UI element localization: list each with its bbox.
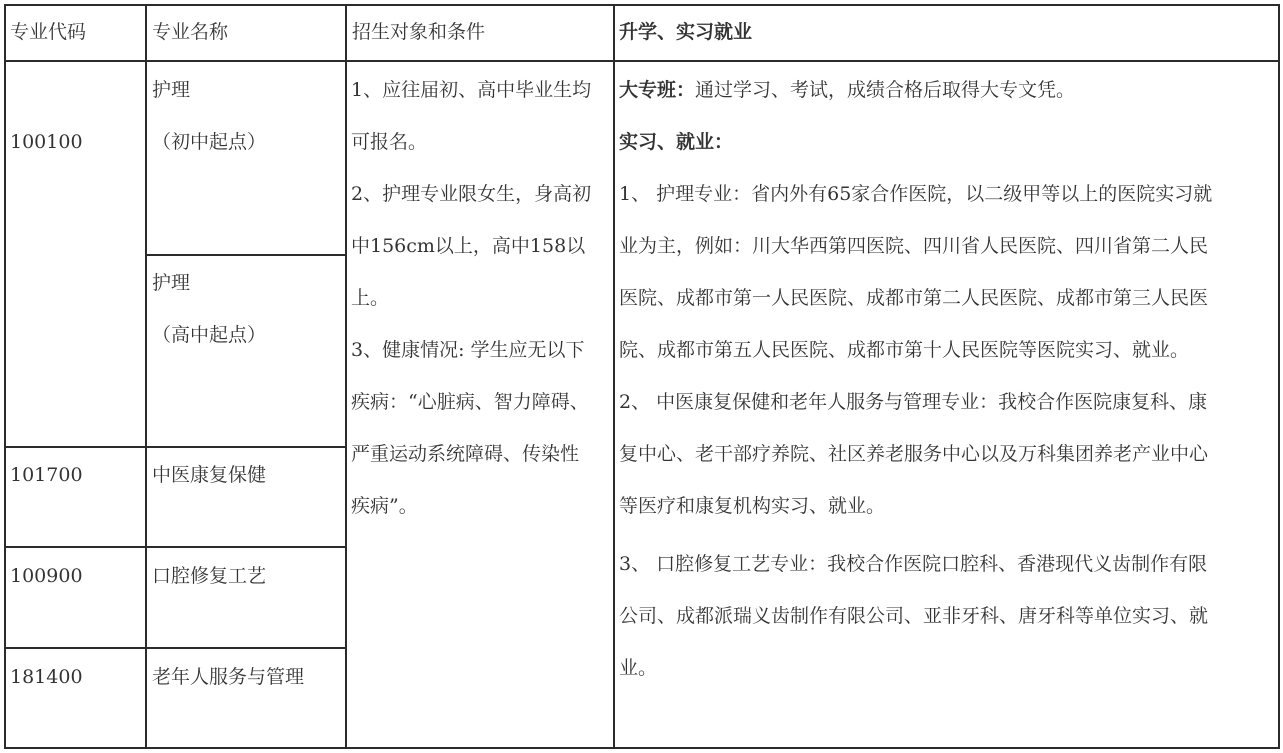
major-code: 100900 [10,565,83,587]
major-name: 口腔修复工艺 [152,565,267,587]
conditions-line: 严重运动系统障碍、传染性 [351,443,580,465]
conditions-cell [351,77,613,537]
conditions-line: 疾病”。 [351,495,418,517]
row-divider-2 [4,546,345,548]
conditions-line: 中156cm以上，高中158以 [351,235,586,257]
conditions-line: 2、护理专业限女生，身高初 [351,183,592,205]
conditions-line: 1、应往届初、高中毕业生均 [351,79,592,101]
row-divider-nursing [147,254,345,256]
column-divider-3 [613,4,615,749]
outcome-line: 业为主，例如：川大华西第四医院、四川省人民医院、四川省第二人民 [619,235,1209,257]
major-name-note: （高中起点） [152,324,267,346]
internship-label: 实习、就业： [619,131,734,153]
major-name: 中医康复保健 [152,464,267,486]
major-name-note: （初中起点） [152,131,267,153]
column-divider-2 [345,4,347,749]
outcome-line: 复中心、老干部疗养院、社区养老服务中心以及万科集团养老产业中心 [619,443,1209,465]
outcome-line: 院、成都市第五人民医院、成都市第十人民医院等医院实习、就业。 [619,339,1190,361]
dazhuan-text: 通过学习、考试，成绩合格后取得大专文凭。 [695,79,1076,101]
outcome-line: 1、 护理专业：省内外有65家合作医院，以二级甲等以上的医院实习就 [619,183,1213,205]
row-divider-1 [4,446,345,448]
header-divider [4,60,1280,62]
dazhuan-paragraph [619,77,1075,103]
major-code: 101700 [10,464,83,486]
conditions-line: 3、健康情况: 学生应无以下 [351,339,585,361]
major-name: 老年人服务与管理 [152,666,305,688]
outcome-line: 医院、成都市第一人民医院、成都市第二人民医院、成都市第三人民医 [619,287,1209,309]
conditions-line: 上。 [351,287,390,309]
outcome-cell [619,77,1277,697]
table-border-bottom [4,747,1280,749]
outcome-line: 公司、成都派瑞义齿制作有限公司、亚非牙科、唐牙科等单位实习、就 [619,605,1209,627]
conditions-line: 可报名。 [351,131,428,153]
outcome-line: 等医疗和康复机构实习、就业。 [619,495,886,517]
outcome-line: 2、 中医康复保健和老年人服务与管理专业：我校合作医院康复科、康 [619,391,1208,413]
header-conditions: 招生对象和条件 [352,21,486,43]
major-code: 181400 [10,666,83,688]
outcome-line: 3、 口腔修复工艺专业：我校合作医院口腔科、香港现代义齿制作有限 [619,553,1208,575]
header-code: 专业代码 [10,21,87,43]
major-name: 护理 [152,272,191,294]
dazhuan-label: 大专班： [619,79,696,101]
major-code: 100100 [10,131,83,153]
header-outcome: 升学、实习就业 [619,21,753,43]
table-border-left [4,4,6,749]
conditions-line: 疾病：“心脏病、智力障碍、 [351,391,589,413]
table-border-right [1278,4,1280,749]
header-name: 专业名称 [152,21,229,43]
row-divider-3 [4,647,345,649]
major-name: 护理 [152,79,191,101]
table-border-top [4,4,1280,6]
outcome-line: 业。 [619,657,658,679]
column-divider-1 [145,4,147,749]
enrollment-table [4,4,1280,749]
